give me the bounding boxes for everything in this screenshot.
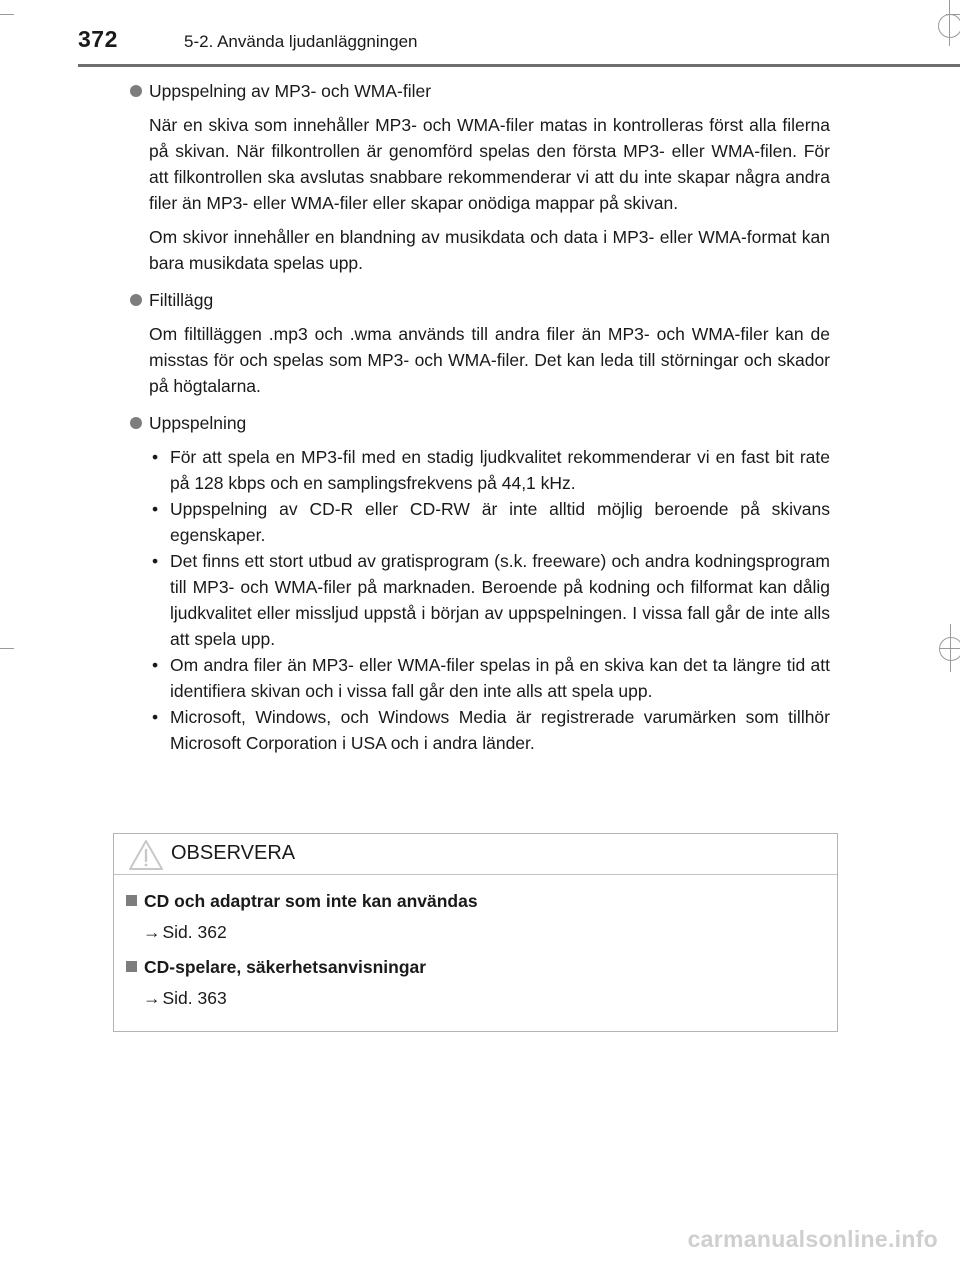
bullet-mark: •: [152, 499, 159, 519]
paragraph: När en skiva som innehåller MP3- och WMA-filer matas in kontrolleras först alla filerna på skivan. När filkontrollen är genomförd spelas den första MP3- eller WMA-filen. För att filkontrollen ska avslutas snabbare rekommenderar vi att du inte skapar några andra filer än MP3- eller WMA-filer eller skapar onödiga mappar på skivan.: [149, 115, 830, 213]
heading-file-extension: [130, 287, 830, 313]
playback-list: [149, 444, 830, 756]
bullet-mark: •: [152, 447, 159, 467]
page-header: [78, 26, 960, 62]
heading-text: Uppspelning av MP3- och WMA-filer: [149, 81, 432, 101]
list-item-text: Det finns ett stort utbud av gratisprogram (s.k. freeware) och andra kodningsprogram till MP3- och WMA-filer på marknaden. Beroende på kodning och filformat kan dålig ljudkvalitet eller missljud uppstå i början av uppspelningen. I vissa fall går de inte alls att spela upp.: [170, 551, 830, 649]
notice-section-heading: CD och adaptrar som inte kan användas: [126, 891, 478, 912]
list-item-text: Uppspelning av CD-R eller CD-RW är inte alltid möjlig beroende på skivans egenskaper.: [170, 499, 830, 545]
bullet-dot-icon: [130, 85, 142, 97]
arrow-right-icon: →: [143, 988, 161, 1008]
page-reference[interactable]: → Sid. 362: [143, 922, 227, 942]
bullet-mark: •: [152, 707, 159, 727]
arrow-right-icon: →: [143, 922, 161, 942]
heading-text: Uppspelning: [149, 413, 247, 433]
list-item: [149, 652, 830, 704]
bullet-mark: •: [152, 551, 159, 571]
list-item: [149, 704, 830, 756]
paragraph: Om skivor innehåller en blandning av musikdata och data i MP3- eller WMA-format kan bara musikdata spelas upp.: [149, 227, 830, 273]
page-number: 372: [78, 26, 118, 52]
list-item-text: För att spela en MP3-fil med en stadig ljudkvalitet rekommenderar vi en fast bit rate på 128 kbps och en samplingsfrekvens på 44,1 kHz.: [170, 447, 830, 493]
watermark: carmanualsonline.info: [687, 1226, 938, 1252]
list-item-text: Om andra filer än MP3- eller WMA-filer spelas in på en skiva kan det ta längre tid att identifiera skivan och i vissa fall går den inte alls att spela upp.: [170, 655, 830, 701]
heading-playback: [130, 410, 830, 436]
warning-triangle-icon: [128, 839, 164, 871]
bullet-dot-icon: [130, 294, 142, 306]
list-item: [149, 496, 830, 548]
page-reference[interactable]: → Sid. 363: [143, 988, 227, 1008]
notice-box: [113, 833, 838, 1032]
bullet-dot-icon: [130, 417, 142, 429]
crop-mark: [0, 14, 14, 15]
main-content: [130, 78, 830, 756]
paragraph: Om filtilläggen .mp3 och .wma används till andra filer än MP3- och WMA-filer kan de misstas för och spelas som MP3- och WMA-filer. Det kan leda till störningar och skador på högtalarna.: [149, 324, 830, 396]
notice-header: [114, 834, 837, 875]
list-item: [149, 444, 830, 496]
bullet-mark: •: [152, 655, 159, 675]
heading-mp3-playback: [130, 78, 830, 104]
crop-mark: [950, 624, 951, 672]
square-bullet-icon: [126, 895, 137, 906]
notice-title: OBSERVERA: [171, 842, 296, 864]
heading-text: Filtillägg: [149, 290, 214, 310]
crop-mark: [0, 648, 14, 649]
square-bullet-icon: [126, 961, 137, 972]
list-item-text: Microsoft, Windows, och Windows Media är registrerade varumärken som tillhör Microsoft Corporation i USA och i andra länder.: [170, 707, 830, 753]
notice-section-heading: CD-spelare, säkerhetsanvisningar: [126, 957, 426, 978]
section-title: 5-2. Använda ljudanläggningen: [184, 32, 418, 51]
header-rule: [78, 64, 960, 67]
list-item: [149, 548, 830, 652]
